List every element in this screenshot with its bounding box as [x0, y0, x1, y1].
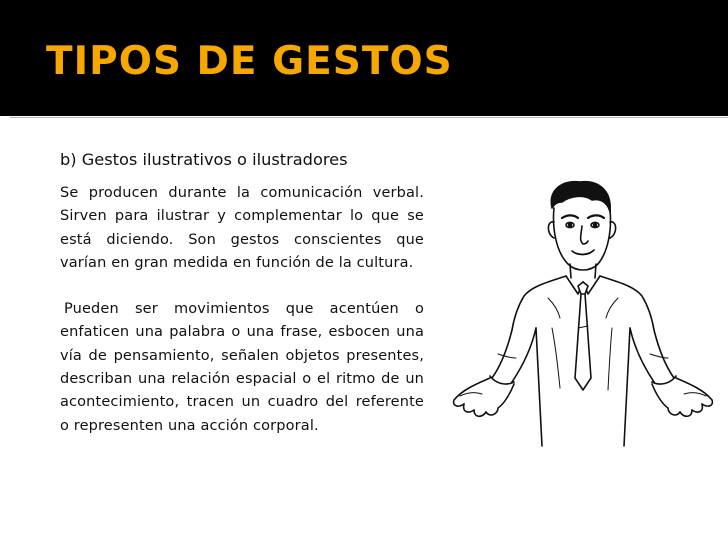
- header-divider: [10, 117, 728, 118]
- title-bar: [0, 0, 728, 116]
- slide-subtitle: b) Gestos ilustrativos o ilustradores: [60, 150, 348, 169]
- paragraph-spacer: [60, 275, 424, 298]
- slide-body: [60, 147, 424, 438]
- shrugging-man-illustration: [452, 178, 714, 450]
- paragraph-1: Se producen durante la comunicación verbal. Sirven para ilustrar y complementar lo que se está diciendo. Son gestos conscientes que varían en gran medida en función de la cultura.: [60, 185, 424, 271]
- slide-title: TIPOS DE GESTOS: [46, 39, 453, 84]
- paragraph-2: Pueden ser movimientos que acentúen o enfaticen una palabra o una frase, esbocen una vía de pensamiento, señalen objetos presentes, describan una relación espacial o el ritmo de un acontecimiento, tracen un cuadro del referente o representen una acción corporal.: [60, 301, 424, 434]
